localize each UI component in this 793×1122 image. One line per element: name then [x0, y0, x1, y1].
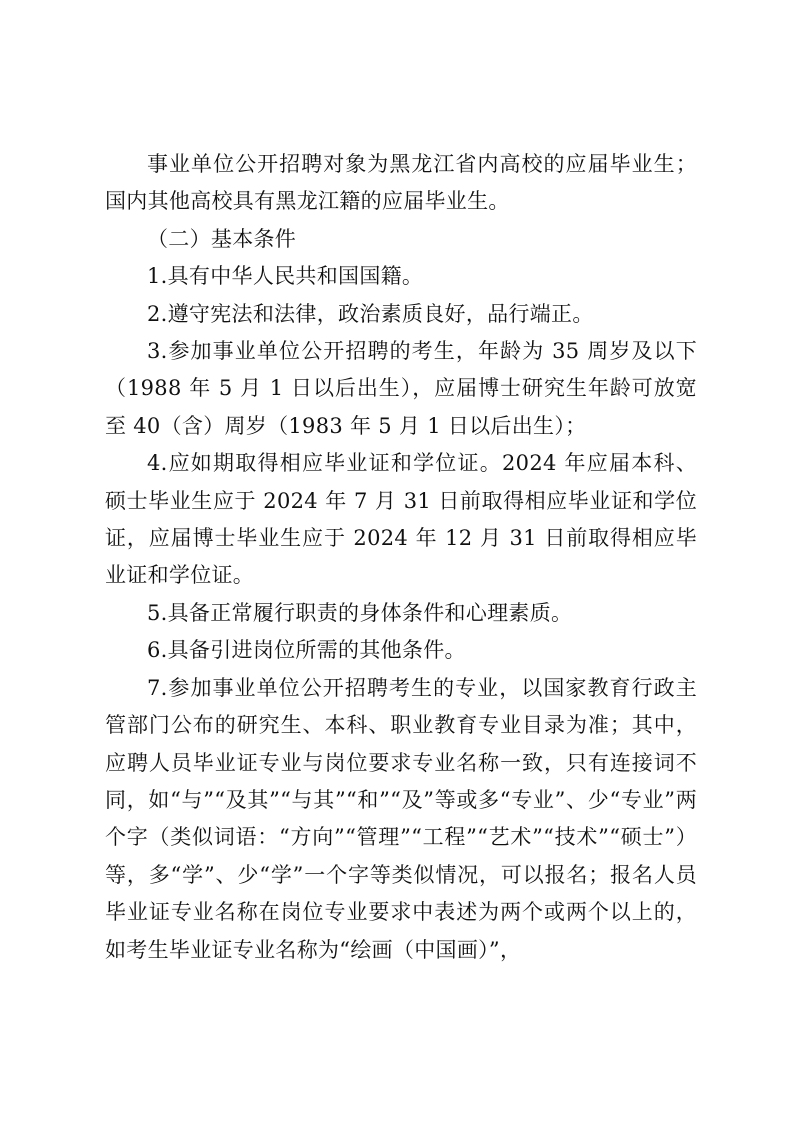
document-body [105, 146, 697, 969]
condition-item-6: 6.具备引进岗位所需的其他条件。 [147, 638, 466, 663]
paragraph-recruitment-target: 事业单位公开招聘对象为黑龙江省内高校的应届毕业生；国内其他高校具有黑龙江籍的应届毕业生。 [105, 152, 697, 214]
condition-item-1: 1.具有中华人民共和国国籍。 [147, 264, 424, 289]
condition-item-5: 5.具备正常履行职责的身体条件和心理素质。 [147, 600, 573, 625]
condition-item-2: 2.遵守宪法和法律，政治素质良好，品行端正。 [147, 301, 594, 326]
condition-item-3: 3.参加事业单位公开招聘的考生，年龄为 35 周岁及以下（1988 年 5 月 1 日以后出生），应届博士研究生年龄可放宽至 40（含）周岁（1983 年 5 月 1 日以后出生）； [105, 339, 697, 438]
condition-item-7: 7.参加事业单位公开招聘考生的专业，以国家教育行政主管部门公布的研究生、本科、职业教育专业目录为准；其中，应聘人员毕业证专业与岗位要求专业名称一致，只有连接词不同，如“与”“及其”“与其”“和”“及”等或多“专业”、少“专业”两个字（类似词语：“方向”“管理”“工程”“艺术”“技术”“硕士”）等，多“学”、少“学”一个字等类似情况，可以报名；报名人员毕业证专业名称在岗位专业要求中表述为两个或两个以上的，如考生毕业证专业名称为“绘画（中国画）”， [105, 675, 697, 962]
section-heading-basic-conditions: （二）基本条件 [147, 226, 297, 251]
condition-item-4: 4.应如期取得相应毕业证和学位证。2024 年应届本科、硕士毕业生应于 2024 年 7 月 31 日前取得相应毕业证和学位证，应届博士毕业生应于 2024 年 12 月 31 日前取得相应毕业证和学位证。 [105, 451, 697, 588]
